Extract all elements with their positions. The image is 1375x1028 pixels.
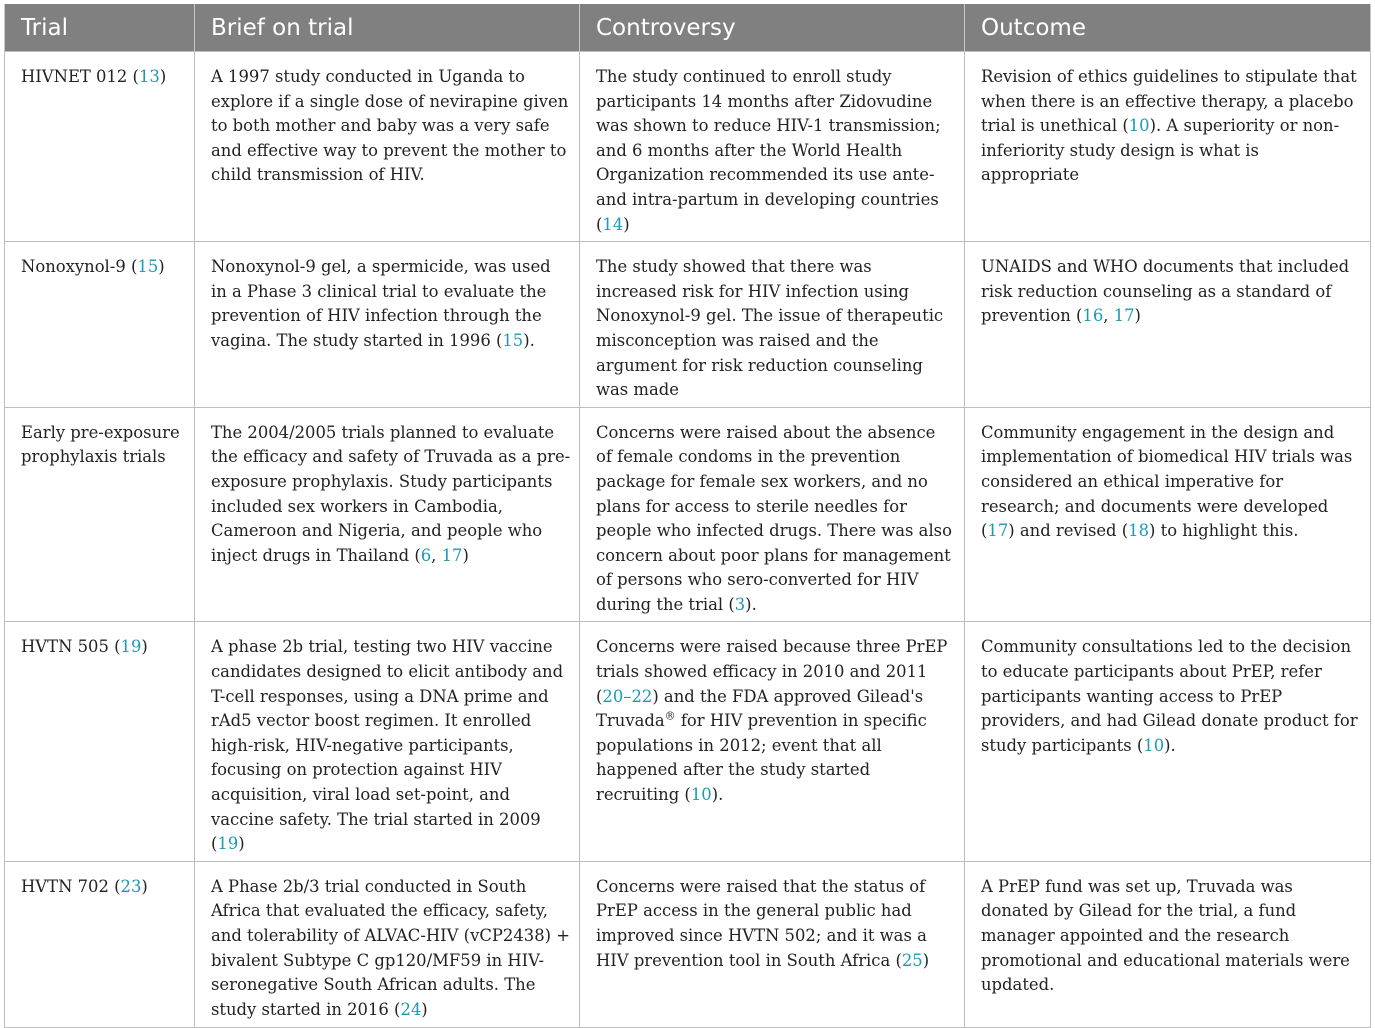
cell-text: Community consultations led to the decision to educate participants about PrEP, refer participants wanting access to PrEP providers, and had Gilead donate product for study participants ( [981, 637, 1358, 755]
cell-text: HVTN 702 ( [21, 876, 121, 896]
cell-text: ) and the FDA approved Gilead's Truvada [596, 686, 924, 731]
header-row [5, 4, 1371, 52]
cell-text: A 1997 study conducted in Uganda to explore if a single dose of nevirapine given to both mother and baby was a very safe and effective way to prevent the mother to child transmission of HIV. [211, 67, 569, 185]
reference-link[interactable]: 16 [1082, 306, 1104, 326]
cell-text: ). [523, 330, 535, 350]
cell-outcome [965, 52, 1371, 242]
cell-text: for HIV prevention in specific populations in 2012; event that all happened after the study started recruiting ( [596, 711, 927, 805]
cell-text: Nonoxynol-9 ( [21, 257, 138, 277]
cell-controversy [580, 622, 965, 861]
cell-outcome [965, 407, 1371, 622]
cell-text: A phase 2b trial, testing two HIV vaccine candidates designed to elicit antibody and T-cell responses, using a DNA prime and rAd5 vector boost regimen. It enrolled high-risk, HIV-negative participants, focusing on protection against HIV acquisition, viral load set-point, and vaccine safety. The trial started in 2009 ( [211, 637, 564, 854]
cell-text: ) [141, 637, 148, 657]
cell-trial [5, 861, 195, 1027]
cell-outcome [965, 242, 1371, 408]
cell-text: ) [1134, 306, 1141, 326]
cell-text: ) [462, 545, 469, 565]
cell-trial [5, 407, 195, 622]
cell-trial [5, 242, 195, 408]
table-row [5, 861, 1371, 1027]
cell-text: HIVNET 012 ( [21, 67, 139, 86]
cell-text: ) [238, 834, 245, 854]
cell-text: Concerns were raised that the status of PrEP access in the general public had improved since HVTN 502; and it was a HIV prevention tool in South Africa ( [596, 876, 927, 970]
cell-brief [195, 622, 580, 861]
cell-brief [195, 407, 580, 622]
cell-text: ). [711, 785, 724, 805]
reference-link[interactable]: 10 [1143, 735, 1165, 755]
table-row [5, 407, 1371, 622]
cell-text: Nonoxynol-9 gel, a spermicide, was used in a Phase 3 clinical trial to evaluate the prevention of HIV infection through the vagina. The study started in 1996 ( [211, 257, 551, 350]
cell-text: Early pre-exposure prophylaxis trials [21, 422, 180, 467]
cell-text: The study continued to enroll study participants 14 months after Zidovudine was shown to reduce HIV-1 transmission; and 6 months after the World Health Organization recommended its use ante- and intra-partum in developing countries ( [596, 67, 941, 234]
cell-text: ) [141, 876, 148, 896]
reference-link[interactable]: 19 [217, 834, 239, 854]
reference-link[interactable]: 15 [137, 257, 159, 277]
cell-text: ). A superiority or non-inferiority study design is what is appropriate [981, 116, 1340, 185]
reference-link[interactable]: 18 [1128, 521, 1150, 541]
table-row [5, 242, 1371, 408]
cell-controversy [580, 242, 965, 408]
header-controversy: Controversy [580, 4, 965, 52]
cell-text: ) [421, 999, 428, 1019]
cell-brief [195, 861, 580, 1027]
cell-brief [195, 52, 580, 242]
reference-link[interactable]: 6 [420, 545, 432, 565]
cell-text: UNAIDS and WHO documents that included risk reduction counseling as a standard of prevention ( [981, 257, 1350, 326]
cell-text: A Phase 2b/3 trial conducted in South Africa that evaluated the efficacy, safety, and tolerability of ALVAC-HIV (vCP2438) + bivalent Subtype C gp120/MF59 in HIV-seronegative South African adults. The study started in 2016 ( [211, 876, 570, 1019]
reference-link[interactable]: 3 [734, 594, 746, 614]
cell-text: ) [922, 950, 930, 970]
reference-link[interactable]: 10 [1128, 116, 1150, 136]
cell-text: A PrEP fund was set up, Truvada was donated by Gilead for the trial, a fund manager appointed and the research promotional and educational materials were updated. [981, 876, 1350, 995]
reference-link[interactable]: 10 [690, 785, 712, 805]
header-trial: Trial [5, 4, 195, 52]
cell-text: Concerns were raised because three PrEP trials showed efficacy in 2010 and 2011 ( [596, 637, 948, 706]
cell-text: ) to highlight this. [1149, 521, 1299, 541]
cell-text: ) [159, 67, 167, 86]
cell-text: , [1103, 306, 1114, 326]
cell-text: , [431, 545, 442, 565]
table-row [5, 622, 1371, 861]
cell-brief [195, 242, 580, 408]
cell-trial [5, 52, 195, 242]
cell-controversy [580, 861, 965, 1027]
cell-text: Revision of ethics guidelines to stipulate that when there is an effective therapy, a placebo trial is unethical ( [981, 67, 1357, 136]
cell-controversy [580, 407, 965, 622]
cell-text: The 2004/2005 trials planned to evaluate the efficacy and safety of Truvada as a pre-exposure prophylaxis. Study participants included sex workers in Cambodia, Cameroon and Nigeria, and people who inject drugs in Thailand ( [211, 422, 571, 565]
reference-link[interactable]: 17 [1113, 306, 1135, 326]
reference-link[interactable]: 20–22 [602, 686, 653, 706]
registered-mark: ® [664, 709, 676, 723]
header-outcome: Outcome [965, 4, 1371, 52]
reference-link[interactable]: 19 [120, 637, 142, 657]
cell-text: ). [745, 594, 757, 614]
cell-outcome [965, 622, 1371, 861]
cell-controversy [580, 52, 965, 242]
cell-text: ) and revised ( [1008, 521, 1129, 541]
cell-text: ) [158, 257, 165, 277]
reference-link[interactable]: 14 [602, 214, 624, 234]
reference-link[interactable]: 13 [138, 67, 160, 86]
cell-text: Concerns were raised about the absence of female condoms in the prevention package for female sex workers, and no plans for access to sterile needles for people who infected drugs. There was also concern about poor plans for management of persons who sero-converted for HIV during the trial ( [596, 422, 952, 614]
cell-text: Community engagement in the design and implementation of biomedical HIV trials was considered an ethical imperative for research; and documents were developed ( [981, 422, 1353, 541]
cell-trial [5, 622, 195, 861]
table-row [5, 52, 1371, 242]
trials-table [4, 4, 1371, 1028]
cell-text: HVTN 505 ( [21, 637, 121, 657]
cell-text: ) [623, 214, 630, 234]
reference-link[interactable]: 15 [502, 330, 524, 350]
header-brief: Brief on trial [195, 4, 580, 52]
reference-link[interactable]: 17 [987, 521, 1009, 541]
reference-link[interactable]: 25 [901, 950, 923, 970]
reference-link[interactable]: 23 [120, 876, 142, 896]
cell-text: ). [1164, 735, 1176, 755]
reference-link[interactable]: 17 [441, 545, 463, 565]
cell-outcome [965, 861, 1371, 1027]
reference-link[interactable]: 24 [400, 999, 422, 1019]
cell-text: The study showed that there was increased risk for HIV infection using Nonoxynol-9 gel. The issue of therapeutic misconception was raised and the argument for risk reduction counseling was made [596, 257, 944, 400]
